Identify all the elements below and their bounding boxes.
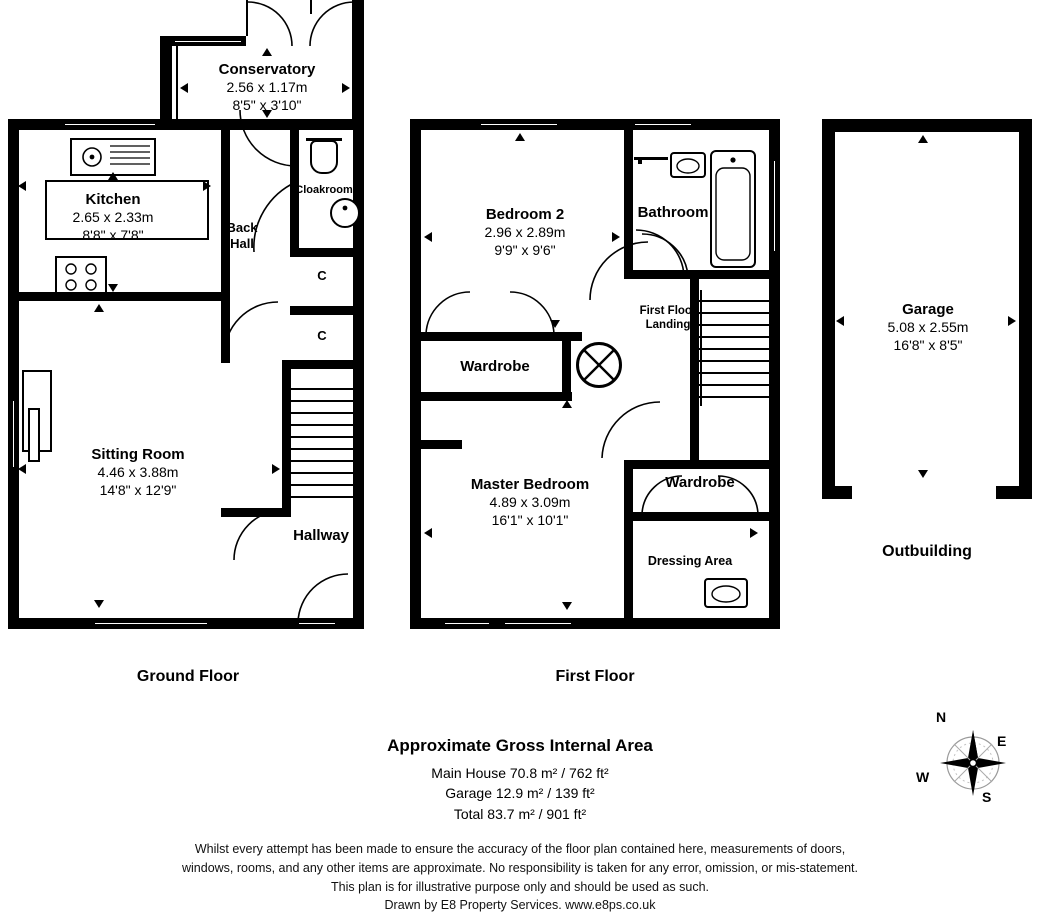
garage-wall-right xyxy=(1019,119,1032,499)
bathroom-name: Bathroom xyxy=(637,204,709,221)
bathroom-basin-bowl-icon xyxy=(670,152,706,178)
landing-name-1: First Floor xyxy=(639,305,697,317)
garage-arrow-right xyxy=(1008,316,1016,326)
cloakroom-basin-tap-icon xyxy=(330,198,360,228)
sitting-room-imperial: 14'8" x 12'9" xyxy=(99,482,177,499)
conservatory-imperial: 8'5" x 3'10" xyxy=(232,97,302,114)
first-stair-step-6 xyxy=(698,360,770,362)
ground-door-arc-hallway-sitting xyxy=(232,508,286,562)
conservatory-metric: 2.56 x 1.17m xyxy=(226,79,308,96)
master-bedroom-arrow-up xyxy=(562,400,572,408)
sitting-room-arrow-down xyxy=(94,600,104,608)
label-wardrobe-1 xyxy=(440,358,550,377)
label-cupboard-1 xyxy=(300,268,344,284)
ground-internal-wall-cupboard-mid xyxy=(290,306,364,315)
first-stair-step-5 xyxy=(698,348,770,350)
master-bedroom-arrow-left xyxy=(424,528,432,538)
landing-name-2: Landing xyxy=(645,318,691,331)
conservatory-glazing-left xyxy=(176,46,178,130)
first-stair-step-7 xyxy=(698,372,770,374)
wardrobe-1-name: Wardrobe xyxy=(460,358,530,375)
ground-internal-wall-hall-left xyxy=(282,360,291,510)
first-door-arc-landing-master xyxy=(600,400,662,460)
conservatory-name: Conservatory xyxy=(218,61,316,78)
first-wall-masterbed-right xyxy=(624,460,633,520)
sitting-room-arrow-left xyxy=(18,464,26,474)
kitchen-arrow-down xyxy=(108,284,118,292)
first-wall-dressing-top xyxy=(624,460,780,469)
cupboard-1-name: C xyxy=(317,268,327,283)
label-cupboard-2 xyxy=(300,328,344,344)
master-bedroom-arrow-down xyxy=(562,602,572,610)
ground-stairs-outline xyxy=(290,388,354,390)
ground-wall-left xyxy=(8,119,19,629)
landing-hatch-cross-icon xyxy=(576,342,622,388)
master-bedroom-arrow-right xyxy=(750,528,758,538)
conservatory-door-arcs xyxy=(246,0,356,46)
garage-wall-left xyxy=(822,119,835,499)
ground-window-top-1 xyxy=(62,121,158,128)
disclaimer-block xyxy=(70,840,970,915)
bedroom2-imperial: 9'9" x 9'6" xyxy=(494,242,556,259)
cloakroom-wc-icon xyxy=(310,140,338,174)
label-dressing-area xyxy=(630,554,750,569)
label-bathroom xyxy=(628,204,718,223)
cupboard-2-name: C xyxy=(317,328,327,343)
kitchen-sink-bowl-icon xyxy=(70,138,156,176)
ground-stair-step-8 xyxy=(290,484,354,486)
garage-wall-bottom-left xyxy=(822,486,852,499)
kitchen-metric: 2.65 x 2.33m xyxy=(72,209,154,226)
first-door-arc-wardrobe-left xyxy=(424,290,480,336)
ground-door-arc-backhall-kitchen xyxy=(222,300,282,360)
first-door-arc-landing-bedroom2 xyxy=(640,232,696,278)
ground-stair-step-3 xyxy=(290,424,354,426)
ground-internal-wall-backhall-left xyxy=(221,129,230,301)
first-window-top-2 xyxy=(632,121,694,128)
bedroom2-arrow-left xyxy=(424,232,432,242)
first-stair-step-9 xyxy=(698,396,770,398)
area-line-main-house: Main House 70.8 m² / 762 ft² xyxy=(431,765,609,781)
area-line-garage: Garage 12.9 m² / 139 ft² xyxy=(445,785,595,802)
disclaimer-line-2: windows, rooms, and any other items are approximate. No responsibility is taken for any error, omission, or mis-statement. xyxy=(182,860,858,875)
compass-east-label: E xyxy=(997,733,1007,749)
conservatory-wall-left xyxy=(160,36,172,130)
garage-name: Garage xyxy=(902,301,954,318)
first-wall-left xyxy=(410,119,421,629)
disclaimer-line-3: This plan is for illustrative purpose only and should be used as such. xyxy=(331,879,709,894)
wardrobe-2-name: Wardrobe xyxy=(665,474,735,491)
bathroom-wc-icon xyxy=(638,160,642,164)
ground-stair-step-1 xyxy=(290,400,354,402)
ground-internal-wall-cupboard-bottom xyxy=(290,360,364,369)
kitchen-arrow-left xyxy=(18,181,26,191)
compass-north-label: N xyxy=(936,709,947,725)
ground-window-bottom-1 xyxy=(92,620,210,627)
master-bedroom-imperial: 16'1" x 10'1" xyxy=(491,512,569,529)
master-bedroom-name: Master Bedroom xyxy=(470,476,590,493)
label-hallway xyxy=(282,527,360,546)
bedroom2-arrow-down xyxy=(550,320,560,328)
floor-title-outbuilding: Outbuilding xyxy=(882,543,972,560)
sitting-room-arrow-up xyxy=(94,304,104,312)
floor-title-first: First Floor xyxy=(555,668,635,685)
backhall-name-1: Back xyxy=(226,220,258,235)
dressing-basin-bowl-icon xyxy=(704,578,748,608)
first-window-bottom-2 xyxy=(502,620,574,627)
garage-arrow-down xyxy=(918,470,928,478)
ground-stair-step-7 xyxy=(290,472,354,474)
room-label-sitting-room xyxy=(38,445,238,500)
floor-title-ground: Ground Floor xyxy=(136,668,240,685)
kitchen-hob-rings-icon xyxy=(55,256,107,296)
ground-stair-step-4 xyxy=(290,436,354,438)
sitting-room-name: Sitting Room xyxy=(91,446,185,463)
room-label-garage xyxy=(845,300,1011,355)
conservatory-arrow-left xyxy=(180,83,188,93)
kitchen-imperial: 8'8" x 7'8" xyxy=(82,227,144,244)
room-label-kitchen xyxy=(38,190,188,245)
cloakroom-wc-cistern xyxy=(306,138,342,141)
garage-arrow-left xyxy=(836,316,844,326)
first-wall-wardrobe-right xyxy=(562,332,571,400)
first-stair-step-8 xyxy=(698,384,770,386)
dressing-area-name: Dressing Area xyxy=(647,554,733,568)
kitchen-arrow-up xyxy=(108,172,118,180)
first-stair-step-4 xyxy=(698,336,770,338)
disclaimer-line-4: Drawn by E8 Property Services. www.e8ps.co.uk xyxy=(384,898,656,913)
room-label-master-bedroom xyxy=(440,475,620,530)
compass-west-label: W xyxy=(916,769,930,785)
ground-internal-wall-cloak-bottom xyxy=(290,248,364,257)
bedroom2-metric: 2.96 x 2.89m xyxy=(484,224,566,241)
first-wall-wardrobe-bottom xyxy=(410,392,572,401)
label-first-floor-landing xyxy=(622,305,714,333)
cloakroom-name: Cloakroom xyxy=(295,184,353,196)
bedroom2-name: Bedroom 2 xyxy=(485,206,565,223)
room-label-bedroom2 xyxy=(440,205,610,260)
ground-stair-step-2 xyxy=(290,412,354,414)
garage-metric: 5.08 x 2.55m xyxy=(887,319,969,336)
ground-door-arc-cloakroom xyxy=(252,180,298,258)
ground-stair-step-6 xyxy=(290,460,354,462)
conservatory-arrow-up xyxy=(262,48,272,56)
first-wall-top xyxy=(410,119,780,130)
area-title: Approximate Gross Internal Area xyxy=(387,736,653,755)
first-door-arc-wardrobe-right xyxy=(500,290,556,336)
ground-stair-step-9 xyxy=(290,496,354,498)
area-line-total: Total 83.7 m² / 901 ft² xyxy=(453,805,587,822)
first-stair-step-1 xyxy=(698,300,770,302)
master-bedroom-metric: 4.89 x 3.09m xyxy=(489,494,571,511)
garage-imperial: 16'8" x 8'5" xyxy=(893,337,963,354)
room-label-conservatory xyxy=(182,60,352,115)
bedroom2-arrow-right xyxy=(612,232,620,242)
kitchen-arrow-right xyxy=(203,181,211,191)
sitting-room-arrow-right xyxy=(272,464,280,474)
kitchen-name: Kitchen xyxy=(85,191,141,208)
first-wall-master-top xyxy=(410,440,462,449)
label-wardrobe-2 xyxy=(640,474,760,493)
sitting-room-metric: 4.46 x 3.88m xyxy=(97,464,179,481)
garage-wall-top xyxy=(822,119,1032,132)
hallway-name: Hallway xyxy=(293,527,349,544)
area-summary xyxy=(220,736,820,824)
first-wall-master-right-lower xyxy=(624,512,633,629)
conservatory-arrow-down xyxy=(262,110,272,118)
conservatory-arrow-right xyxy=(342,83,350,93)
disclaimer-line-1: Whilst every attempt has been made to ensure the accuracy of the floor plan contained here, measurements of doors, xyxy=(194,842,846,856)
conservatory-window-top xyxy=(172,38,244,45)
first-window-top-1 xyxy=(478,121,560,128)
compass-south-label: S xyxy=(982,789,992,805)
ground-door-arc-front xyxy=(296,572,354,624)
ground-internal-wall-kitchen-bottom xyxy=(8,292,230,301)
ground-window-left-bay xyxy=(10,398,17,470)
ground-stair-step-5 xyxy=(290,448,354,450)
garage-arrow-up xyxy=(918,135,928,143)
first-window-bottom-1 xyxy=(442,620,492,627)
bedroom2-arrow-up xyxy=(515,133,525,141)
backhall-name-2: Hall xyxy=(230,236,254,252)
garage-wall-bottom-right xyxy=(996,486,1032,499)
bathroom-wc-cistern xyxy=(634,157,668,160)
